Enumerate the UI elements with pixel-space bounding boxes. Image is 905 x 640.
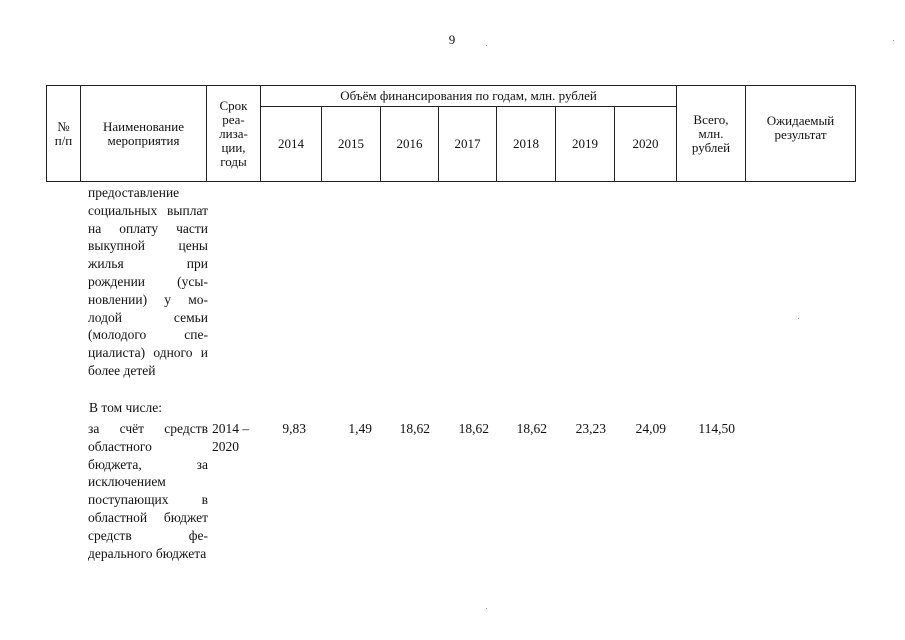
scan-speck [486,608,487,609]
header-year: 2019 [556,107,615,182]
row-total: 114,50 [698,421,735,436]
row-value-2015: 1,49 [348,421,372,436]
row-name: за счёт средств областного бюджета, за исключением поступающих в областной бюджет средств федерального бюджета [88,421,208,561]
header-name: Наименование мероприятия [81,86,207,182]
header-year: 2015 [322,107,381,182]
header-year: 2020 [615,107,677,182]
scan-speck [893,40,894,41]
row-value-2017: 18,62 [458,421,489,436]
header-funding-group: Объём финансирования по годам, млн. рублей [261,86,677,107]
header-year: 2014 [261,107,322,182]
row-value-2020: 24,09 [635,421,666,436]
header-num: № п/п [47,86,81,182]
scan-speck [798,318,799,319]
row-value-2016: 18,62 [399,421,430,436]
scan-speck [486,45,487,46]
in-total-label: В том числе: [89,400,162,415]
financing-table-header [46,85,856,182]
header-period: Срок реа- лиза- ции, годы [207,86,261,182]
header-total: Всего, млн. рублей [677,86,746,182]
row-value-2019: 23,23 [575,421,606,436]
header-year: 2017 [439,107,497,182]
row-period: 2014 – 2020 [212,421,250,454]
header-year: 2016 [381,107,439,182]
row-value-2018: 18,62 [516,421,547,436]
header-year: 2018 [497,107,556,182]
row-value-2014: 9,83 [282,421,306,436]
page-number: 9 [448,32,456,47]
header-result: Ожидаемый результат [746,86,856,182]
measure-description: предоставление социальных выплат на оплату части выкупной цены жилья при рождении (усыновлении) у молодой семьи (молодого специалиста) одного и более детей [88,185,208,378]
